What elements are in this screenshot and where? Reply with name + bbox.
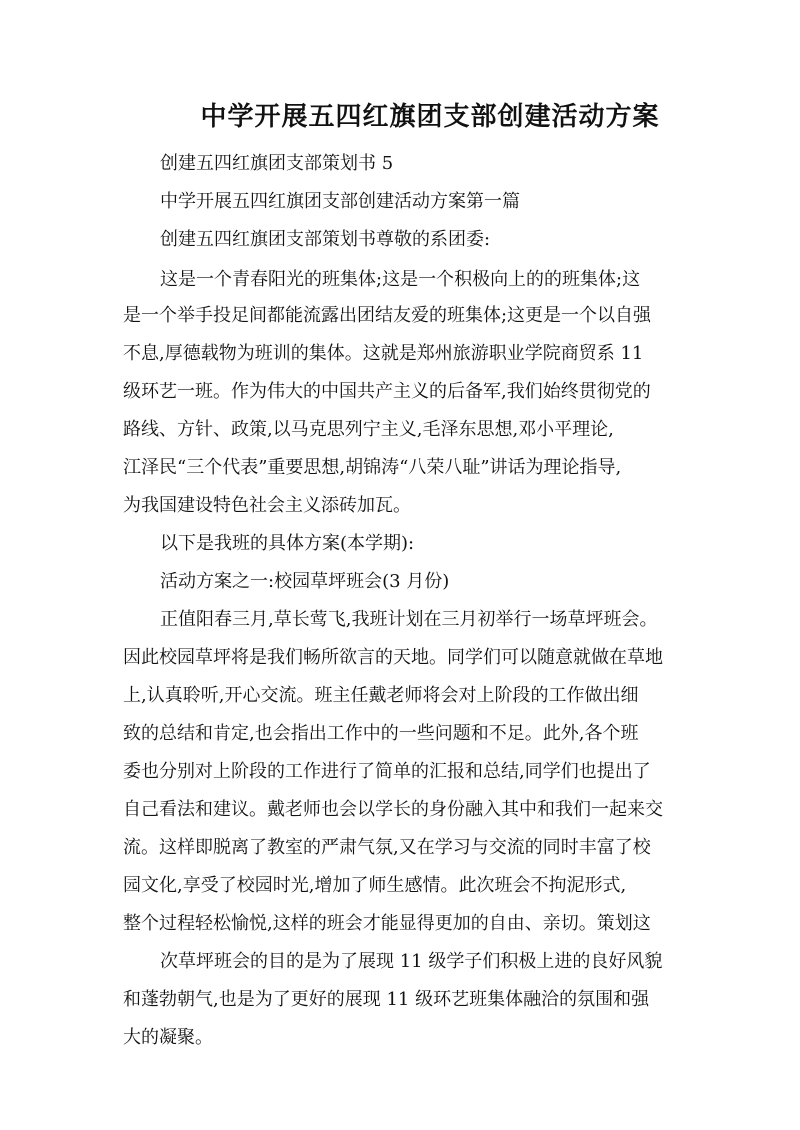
text-line: 流。这样即脱离了教室的严肃气氛,又在学习与交流的同时丰富了校 — [123, 837, 651, 858]
text-line: 是一个举手投足间都能流露出团结友爱的班集体;这更是一个以自强 — [123, 305, 652, 326]
text-line: 致的总结和肯定,也会指出工作中的一些问题和不足。此外,各个班 — [123, 723, 639, 744]
text-line: 不息,厚德载物为班训的集体。这就是郑州旅游职业学院商贸系 11 — [123, 343, 644, 364]
text-line: 路线、方针、政策,以马克思列宁主义,毛泽东思想,邓小平理论, — [123, 419, 614, 440]
text-line: 正值阳春三月,草长莺飞,我班计划在三月初举行一场草坪班会。 — [160, 609, 658, 630]
text-line: 整个过程轻松愉悦,这样的班会才能显得更加的自由、亲切。策划这 — [123, 913, 651, 934]
text-line: 次草坪班会的目的是为了展现 11 级学子们积极上进的良好风貌 — [160, 951, 663, 972]
text-line: 这是一个青春阳光的班集体;这是一个积极向上的的班集体;这 — [160, 269, 641, 290]
text-line: 活动方案之一:校园草坪班会(3 月份) — [160, 571, 450, 592]
document-title: 中学开展五四红旗团支部创建活动方案 — [200, 102, 660, 132]
text-line: 因此校园草坪将是我们畅所欲言的天地。同学们可以随意就做在草地 — [123, 647, 663, 668]
text-line: 委也分别对上阶段的工作进行了简单的汇报和总结,同学们也提出了 — [123, 761, 651, 782]
text-line: 上,认真聆听,开心交流。班主任戴老师将会对上阶段的工作做出细 — [123, 685, 639, 706]
text-line: 自己看法和建议。戴老师也会以学长的身份融入其中和我们一起来交 — [123, 799, 663, 820]
text-line: 中学开展五四红旗团支部创建活动方案第一篇 — [160, 191, 520, 212]
text-line: 大的凝聚。 — [123, 1027, 213, 1048]
text-line: 级环艺一班。作为伟大的中国共产主义的后备军,我们始终贯彻党的 — [123, 381, 651, 402]
text-line: 以下是我班的具体方案(本学期): — [160, 533, 415, 554]
text-line: 创建五四红旗团支部策划书尊敬的系团委: — [160, 229, 491, 250]
text-line: 和蓬勃朝气,也是为了更好的展现 11 级环艺班集体融洽的氛围和强 — [123, 989, 650, 1010]
text-line: 园文化,享受了校园时光,增加了师生感情。此次班会不拘泥形式, — [123, 875, 627, 896]
text-line: 创建五四红旗团支部策划书 5 — [160, 153, 394, 174]
text-line: 江泽民“三个代表”重要思想,胡锦涛“八荣八耻”讲话为理论指导, — [123, 457, 622, 478]
text-line: 为我国建设特色社会主义添砖加瓦。 — [123, 495, 411, 516]
